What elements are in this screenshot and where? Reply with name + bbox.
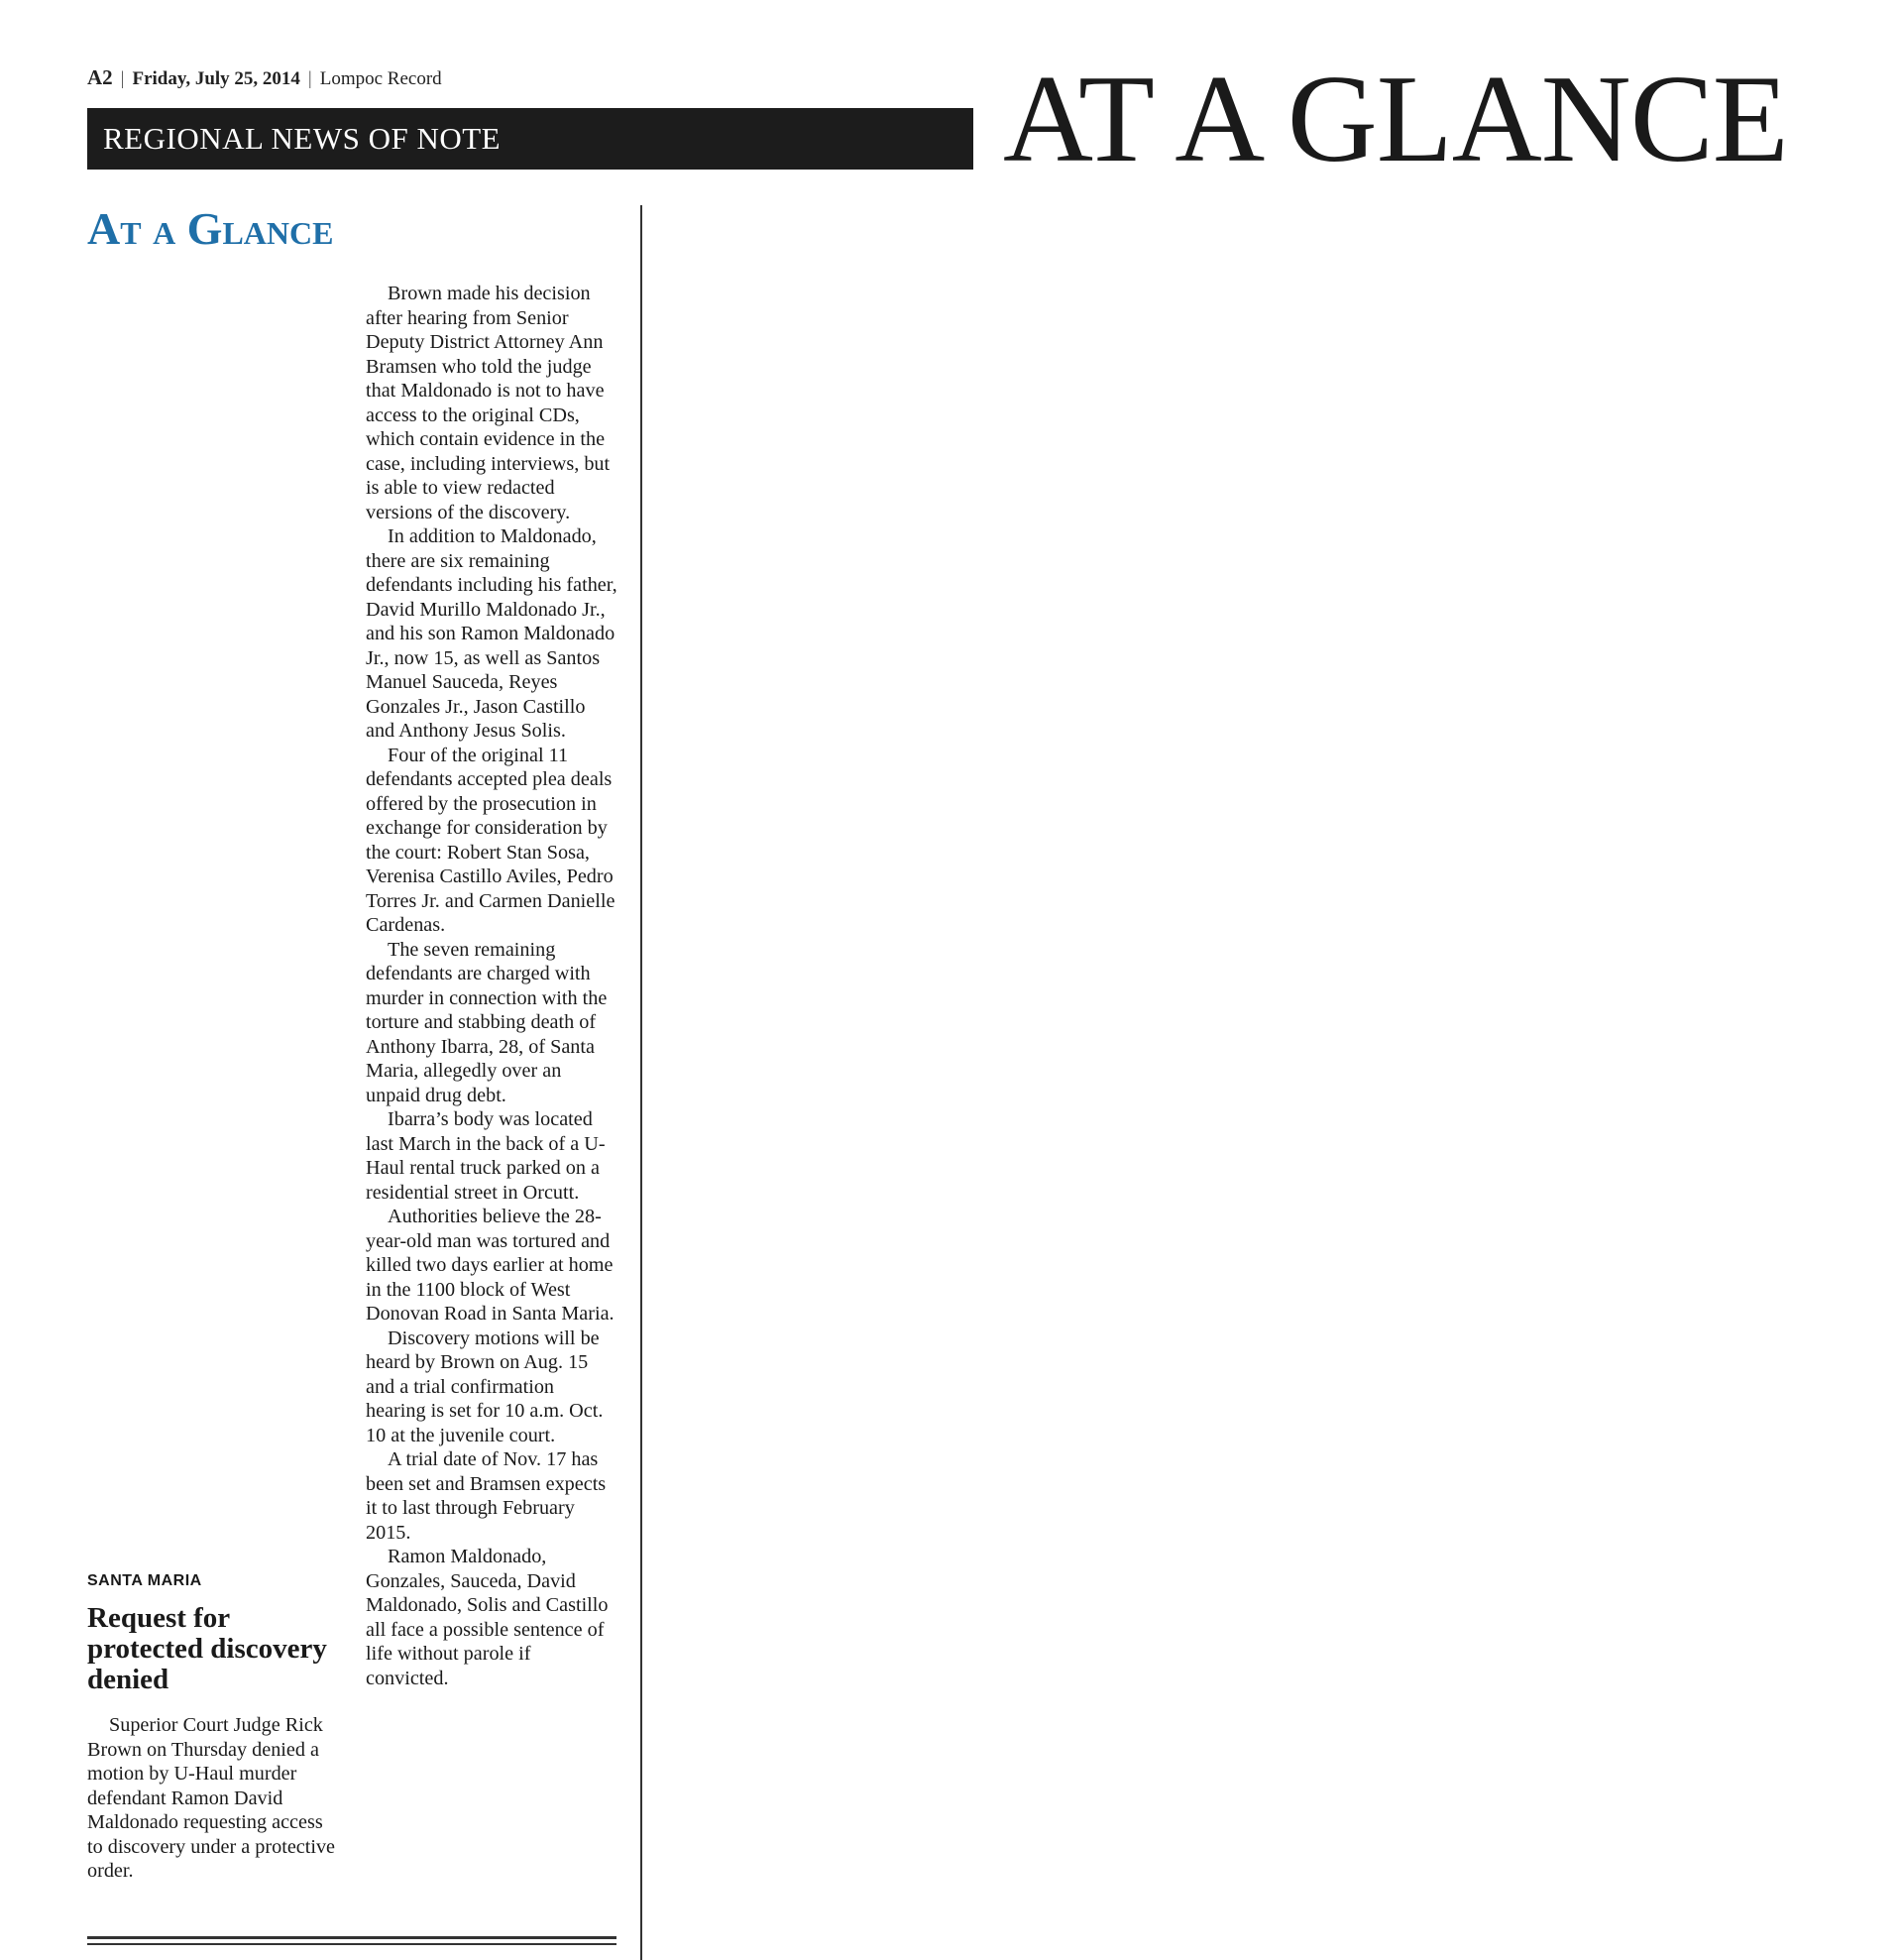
newspaper-name: Lompoc Record	[319, 68, 442, 89]
page-folio	[87, 65, 442, 90]
story-paragraph: The seven remaining defendants are charged with murder in connection with the torture and stabbing death of Anthony Ibarra, 28, of Santa Maria, allegedly over an unpaid drug debt.	[366, 938, 608, 1106]
story-paragraph: Brown made his decision after hearing from Senior Deputy District Attorney Ann Bramsen who told the judge that Maldonado is not to have access to the original CDs, which contain evidence in the case, including interviews, but is able to view redacted versions of the discovery.	[366, 283, 611, 523]
story-column-left	[87, 1713, 340, 1884]
story-paragraph: Four of the original 11 defendants accepted plea deals offered by the prosecution in exchange for consideration by the court: Robert Stan Sosa, Verenisa Castillo Aviles, Pedro Torres Jr. and Carmen Danielle Cardenas.	[366, 744, 616, 936]
story-paragraph: Discovery motions will be heard by Brown on Aug. 15 and a trial confirmation hearing is set for 10 a.m. Oct. 10 at the juvenile court.	[366, 1326, 604, 1446]
story-paragraph: In addition to Maldonado, there are six remaining defendants including his father, David Murillo Maldonado Jr., and his son Ramon Maldonado Jr., now 15, as well as Santos Manuel Sauceda, Reyes Gonzales Jr., Jason Castillo and Anthony Jesus Solis.	[366, 525, 617, 742]
folio-separator: |	[120, 68, 125, 89]
story-paragraph: Superior Court Judge Rick Brown on Thursday denied a motion by U-Haul murder defendant Ramon David Maldonado requesting access to discovery under a protective order.	[87, 1714, 336, 1882]
story-paragraph: Ibarra’s body was located last March in the back of a U-Haul rental truck parked on a residential street in Orcutt.	[366, 1108, 606, 1204]
section-header-bar: REGIONAL NEWS OF NOTE	[87, 108, 973, 170]
story-column-right	[366, 282, 618, 1690]
column-divider	[640, 205, 642, 1960]
story-paragraph: Ramon Maldonado, Gonzales, Sauceda, David Maldonado, Solis and Castillo all face a possible sentence of life without parole if convicted.	[366, 1546, 609, 1689]
issue-date: Friday, July 25, 2014	[132, 68, 300, 89]
story-kicker: SANTA MARIA	[87, 1572, 202, 1589]
folio-separator: |	[307, 68, 312, 89]
story-paragraph: Authorities believe the 28-year-old man was tortured and killed two days earlier at home in the 1100 block of West Donovan Road in Santa Maria.	[366, 1206, 615, 1325]
bottom-double-rule	[87, 1936, 616, 1945]
page-number: A2	[87, 65, 113, 89]
at-a-glance-heading: At a Glance	[87, 203, 334, 254]
page-title: AT A GLANCE	[1003, 51, 1788, 188]
story-headline: Request for protected discovery denied	[87, 1602, 327, 1695]
story-paragraph: A trial date of Nov. 17 has been set and Bramsen expects it to last through February 2015.	[366, 1448, 607, 1544]
